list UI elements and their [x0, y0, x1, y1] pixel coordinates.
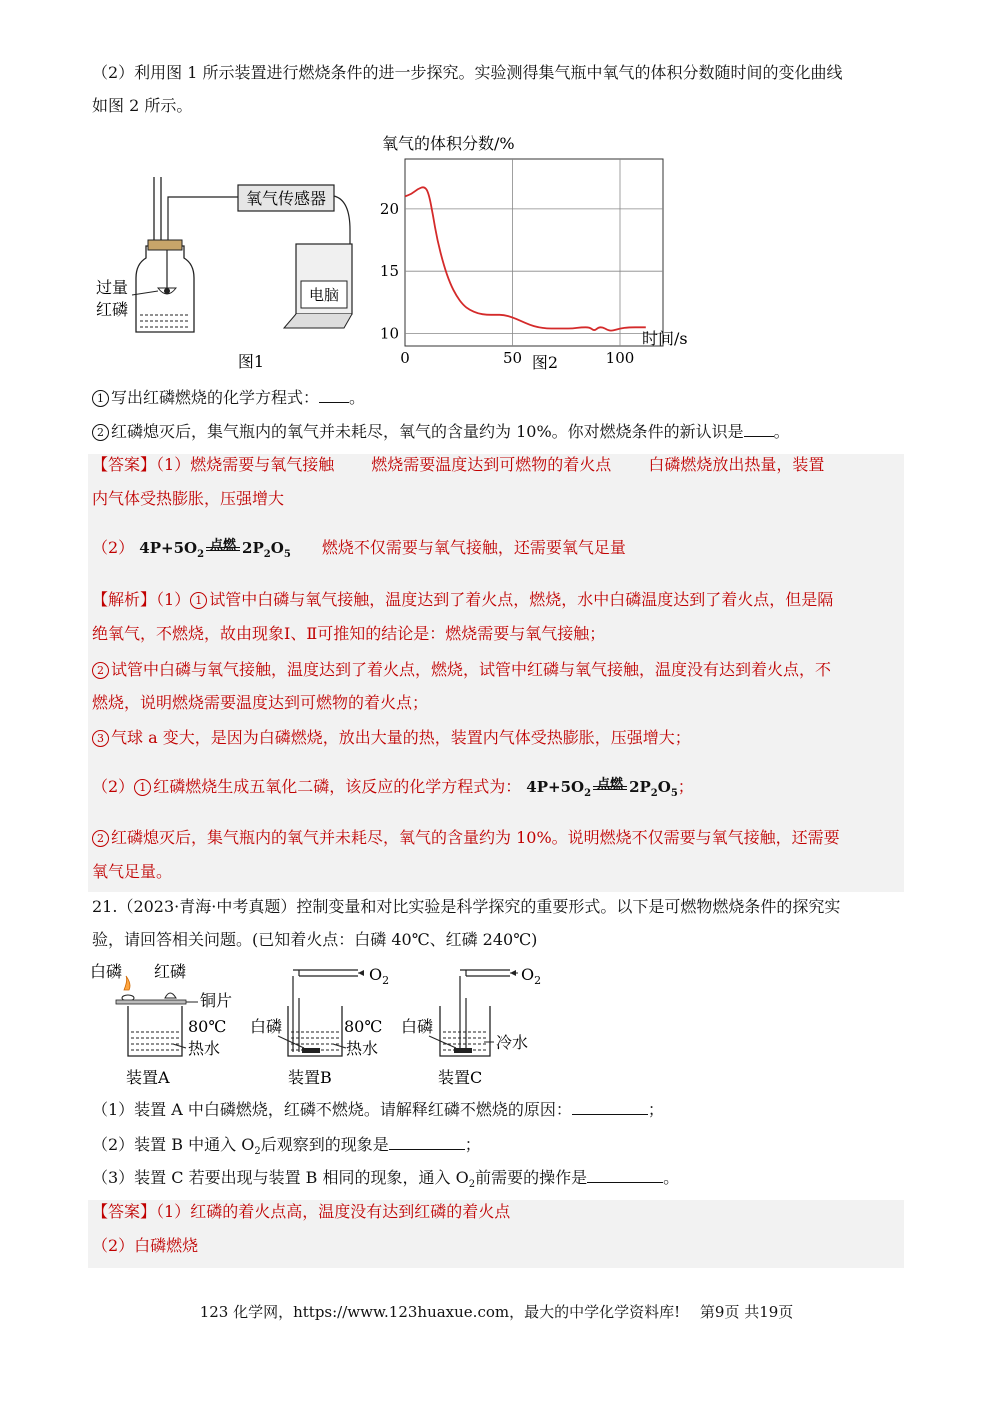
fig1-label-1: 过量 [96, 278, 129, 297]
answer-blank[interactable] [389, 1135, 465, 1150]
q21-sub-3: （3）装置 C 若要出现与装置 B 相同的现象，通入 $O_2$前需要的操作是 。 [92, 1168, 680, 1191]
circled-2-icon: 2 [92, 662, 109, 679]
a-red-label: 红磷 [154, 962, 187, 981]
q21-sub-2: （2）装置 B 中通入 $O_2$后观察到的现象是 ； [92, 1135, 481, 1158]
figure-3-devices [88, 958, 548, 1090]
c-white-label: 白磷 [401, 1017, 434, 1036]
b-water-label: 热水 [346, 1039, 379, 1058]
sensor-label: 氧气传感器 [245, 189, 327, 208]
analysis-line-1: 【解析】（1） 1 试管中白磷与氧气接触，温度达到了着火点，燃烧，水中白磷温度达到了着火点，但是隔 [92, 590, 834, 609]
computer-label: 电脑 [308, 286, 340, 304]
answer-line-1: 【答案】（1）燃烧需要与氧气接触 燃烧需要温度达到可燃物的着火点 白磷燃烧放出热量，装置 [92, 455, 825, 474]
figure-2-chart [372, 128, 702, 378]
q21-sub-1: （1）装置 A 中白磷燃烧，红磷不燃烧。请解释红磷不燃烧的原因： ； [92, 1100, 664, 1119]
analysis-line-4: 燃烧，说明燃烧需要温度达到可燃物的着火点； [92, 693, 429, 712]
copper-plate [116, 1000, 186, 1004]
a-white-label: 白磷 [90, 962, 123, 981]
chart-frame [405, 159, 663, 346]
chart-x-tick-label: 0 [400, 349, 410, 367]
fig2-caption: 图2 [531, 353, 559, 372]
chart-xlabel: 时间/s [642, 329, 688, 348]
chart-x-tick-label: 50 [502, 349, 523, 367]
answer-blank[interactable] [319, 388, 349, 403]
b-white-label: 白磷 [250, 1017, 283, 1036]
intro-line-1: （2）利用图 1 所示装置进行燃烧条件的进一步探究。实验测得集气瓶中氧气的体积分数随时间的变化曲线 [92, 63, 843, 82]
fig1-caption: 图1 [237, 352, 265, 371]
a-water-label: 热水 [188, 1039, 221, 1058]
answer-blank[interactable] [587, 1168, 663, 1183]
c-water-label: 冷水 [496, 1033, 529, 1052]
equation: $4P+5O_2$ 点燃 $2P_2O_5$ [526, 777, 678, 799]
beaker-a [128, 1006, 182, 1056]
circled-1-icon: 1 [190, 592, 207, 609]
answer-line-2: 内气体受热膨胀，压强增大 [92, 489, 285, 508]
analysis-line-2: 绝氧气，不燃烧，故由现象Ⅰ、Ⅱ可推知的结论是：燃烧需要与氧气接触； [92, 624, 606, 643]
chart-y-tick-label: 10 [379, 324, 399, 343]
page-footer: 123 化学网，https://www.123huaxue.com，最大的中学化学资料库! 第9页 共19页 [199, 1303, 794, 1321]
equation: $4P+5O_2$ 点燃 $2P_2O_5$ [139, 538, 291, 560]
analysis-line-7: 2 红磷熄灭后，集气瓶内的氧气并未耗尽，氧气的含量约为 10%。说明燃烧不仅需要与氧气接触，还需要 [92, 826, 840, 850]
circled-3-icon: 3 [92, 730, 109, 747]
answer-blank[interactable] [572, 1100, 648, 1115]
chart-y-tick-label: 15 [379, 262, 399, 281]
figure-1-apparatus [88, 160, 373, 375]
b-temp-label: 80℃ [344, 1017, 383, 1036]
circled-1-icon: 1 [92, 390, 109, 407]
chart-ylabel: 氧气的体积分数/% [382, 134, 515, 153]
circled-1-icon: 1 [134, 779, 151, 796]
b-caption: 装置B [288, 1068, 332, 1087]
analysis-line-3: 2 试管中白磷与氧气接触，温度达到了着火点，燃烧，试管中红磷与氧气接触，温度没有达到着火点，不 [92, 658, 831, 682]
answer-line-3: （2） $4P+5O_2$ 点燃 $2P_2O_5$ 燃烧不仅需要与氧气接触，还需要氧气足量 [92, 536, 626, 567]
circled-2-icon: 2 [92, 830, 109, 847]
q21-line-2: 验，请回答相关问题。(已知着火点：白磷 40℃、红磷 240℃) [92, 930, 538, 949]
question-2-1: 1 写出红磷燃烧的化学方程式： 。 [92, 386, 365, 410]
fig1-label-2: 红磷 [96, 300, 129, 319]
intro-line-2: 如图 2 所示。 [92, 96, 193, 115]
c-o2-label: $O_2$ [521, 965, 542, 987]
circled-2-icon: 2 [92, 424, 109, 441]
answer21-line-2: （2）白磷燃烧 [92, 1236, 199, 1255]
q21-line-1: 21.（2023·青海·中考真题）控制变量和对比实验是科学探究的重要形式。以下是可燃物燃烧条件的探究实 [92, 897, 841, 916]
question-2-2: 2 红磷熄灭后，集气瓶内的氧气并未耗尽，氧气的含量约为 10%。你对燃烧条件的新认识是 。 [92, 420, 790, 444]
answer-blank[interactable] [744, 422, 774, 437]
a-temp-label: 80℃ [188, 1017, 227, 1036]
chart-x-tick-label: 100 [605, 349, 635, 367]
analysis-line-6: （2） 1 红磷燃烧生成五氧化二磷，该反应的化学方程式为： $4P+5O_2$ 点燃 $2P_2O_5$； [92, 775, 694, 806]
b-o2-label: $O_2$ [369, 965, 390, 987]
analysis-line-8: 氧气足量。 [92, 862, 173, 881]
flame-icon [124, 976, 130, 990]
c-caption: 装置C [438, 1068, 483, 1087]
answer21-line-1: 【答案】（1）红磷的着火点高，温度没有达到红磷的着火点 [92, 1202, 511, 1221]
a-copper-label: 铜片 [200, 991, 233, 1010]
analysis-line-5: 3 气球 a 变大，是因为白磷燃烧，放出大量的热，装置内气体受热膨胀，压强增大； [92, 726, 691, 750]
chart-y-tick-label: 20 [379, 199, 399, 218]
a-caption: 装置A [126, 1068, 170, 1087]
